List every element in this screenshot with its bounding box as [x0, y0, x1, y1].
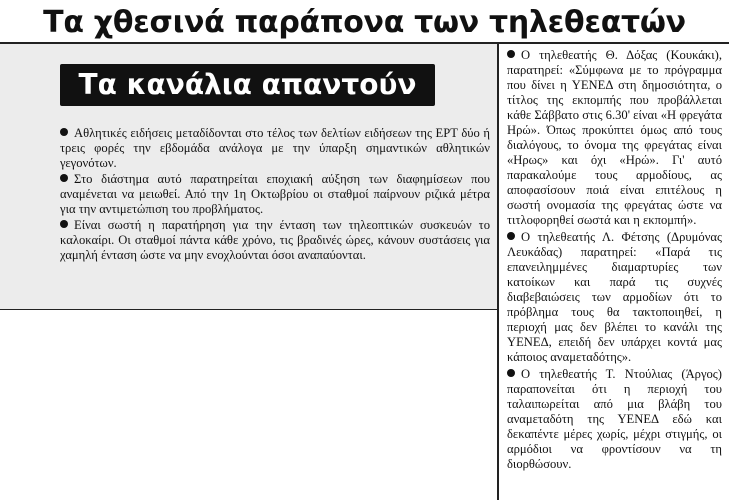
bullet-icon	[60, 128, 68, 136]
bullet-icon	[60, 174, 68, 182]
subhead-banner: Τα κανάλια απαντούν	[60, 64, 435, 106]
bullet-icon	[60, 220, 68, 228]
headline: Τα χθεσινά παράπονα των τηλεθεατών	[43, 5, 686, 40]
bullet-icon	[507, 50, 515, 58]
left-paragraph-1: Αθλητικές ειδήσεις μεταδίδονται στο τέλος των δελτίων ειδήσεων της ΕΡΤ δύο ή τρεις φορές την εβδομάδα ανάλογα με την ύπαρξη σημαντικών αθλητικών γεγονότων.	[60, 126, 490, 170]
bullet-icon	[507, 232, 515, 240]
column-divider	[497, 44, 499, 500]
left-paragraph-2: Στο διάστημα αυτό παρατηρείται εποχιακή αύξηση των διαφημίσεων που αναμένεται να μειωθεί. Από την 1η Οκτωβρίου οι σταθμοί παίρνουν ριζικά μέτρα για την αντιμετώπιση του προβλήματος.	[60, 172, 490, 216]
headline-underline	[0, 42, 729, 44]
right-column	[507, 48, 722, 474]
left-column	[60, 126, 490, 264]
left-column-bottom-rule	[0, 309, 498, 310]
right-paragraph-2: Ο τηλεθεατής Λ. Φέτσης (Δρυμόνας Λευκάδας) παρατηρεί: «Παρά τις επανειλημμένες διαμαρτυρίες των κατοίκων και παρά τις συχνές διαβεβαιώσεις των αρμοδίων ότι το πρόβλημα τους θα τακτοποιηθεί, η περιοχή μας δεν βλέπει το κανάλι της ΥΕΝΕΔ, επειδή δεν υπάρχει κοντά μας κάποιος αναμεταδότης».	[507, 230, 722, 364]
left-paragraph-3: Είναι σωστή η παρατήρηση για την ένταση των τηλεοπτικών συσκευών το καλοκαίρι. Οι σταθμοί πάντα κάθε χρόνο, τις βραδινές ώρες, κάνουν συστάσεις για χαμηλή ένταση ώστε να μην ενοχλούνται όσοι αναπαύονται.	[60, 218, 490, 262]
right-paragraph-3: Ο τηλεθεατής Τ. Ντούλιας (Άργος) παραπονείται ότι η περιοχή του ταλαιπωρείται από μια βλάβη του αναμεταδότη της ΥΕΝΕΔ εδώ και δεκαπέντε μέρες χωρίς, μέχρι στιγμής, οι αρμόδιοι να φροντίσουν να τη διορθώσουν.	[507, 367, 722, 471]
bullet-icon	[507, 369, 515, 377]
right-paragraph-1: Ο τηλεθεατής Θ. Δόξας (Κουκάκι), παρατηρεί: «Σύμφωνα με το πρόγραμμα που δίνει η ΥΕΝΕΔ στη δημοσιότητα, ο τίτλος της εκπομπής που προβάλλεται κάθε Σάββατο στις 6.30' είναι «Η φρεγάτα Ηρώ». Όπως προκύπτει όμως από τους διαλόγους, το όνομα της φρεγάτας είναι «Ηρως» και όχι «Ηρώ». Γι' αυτό παρακαλούμε τους αρμοδίους, ας αποφασίσουν ποιά είναι επιτέλους η σωστή ονομασία της φρεγάτας ώστε να τιτλοφορηθεί σωστά και η εκπομπή».	[507, 48, 722, 227]
